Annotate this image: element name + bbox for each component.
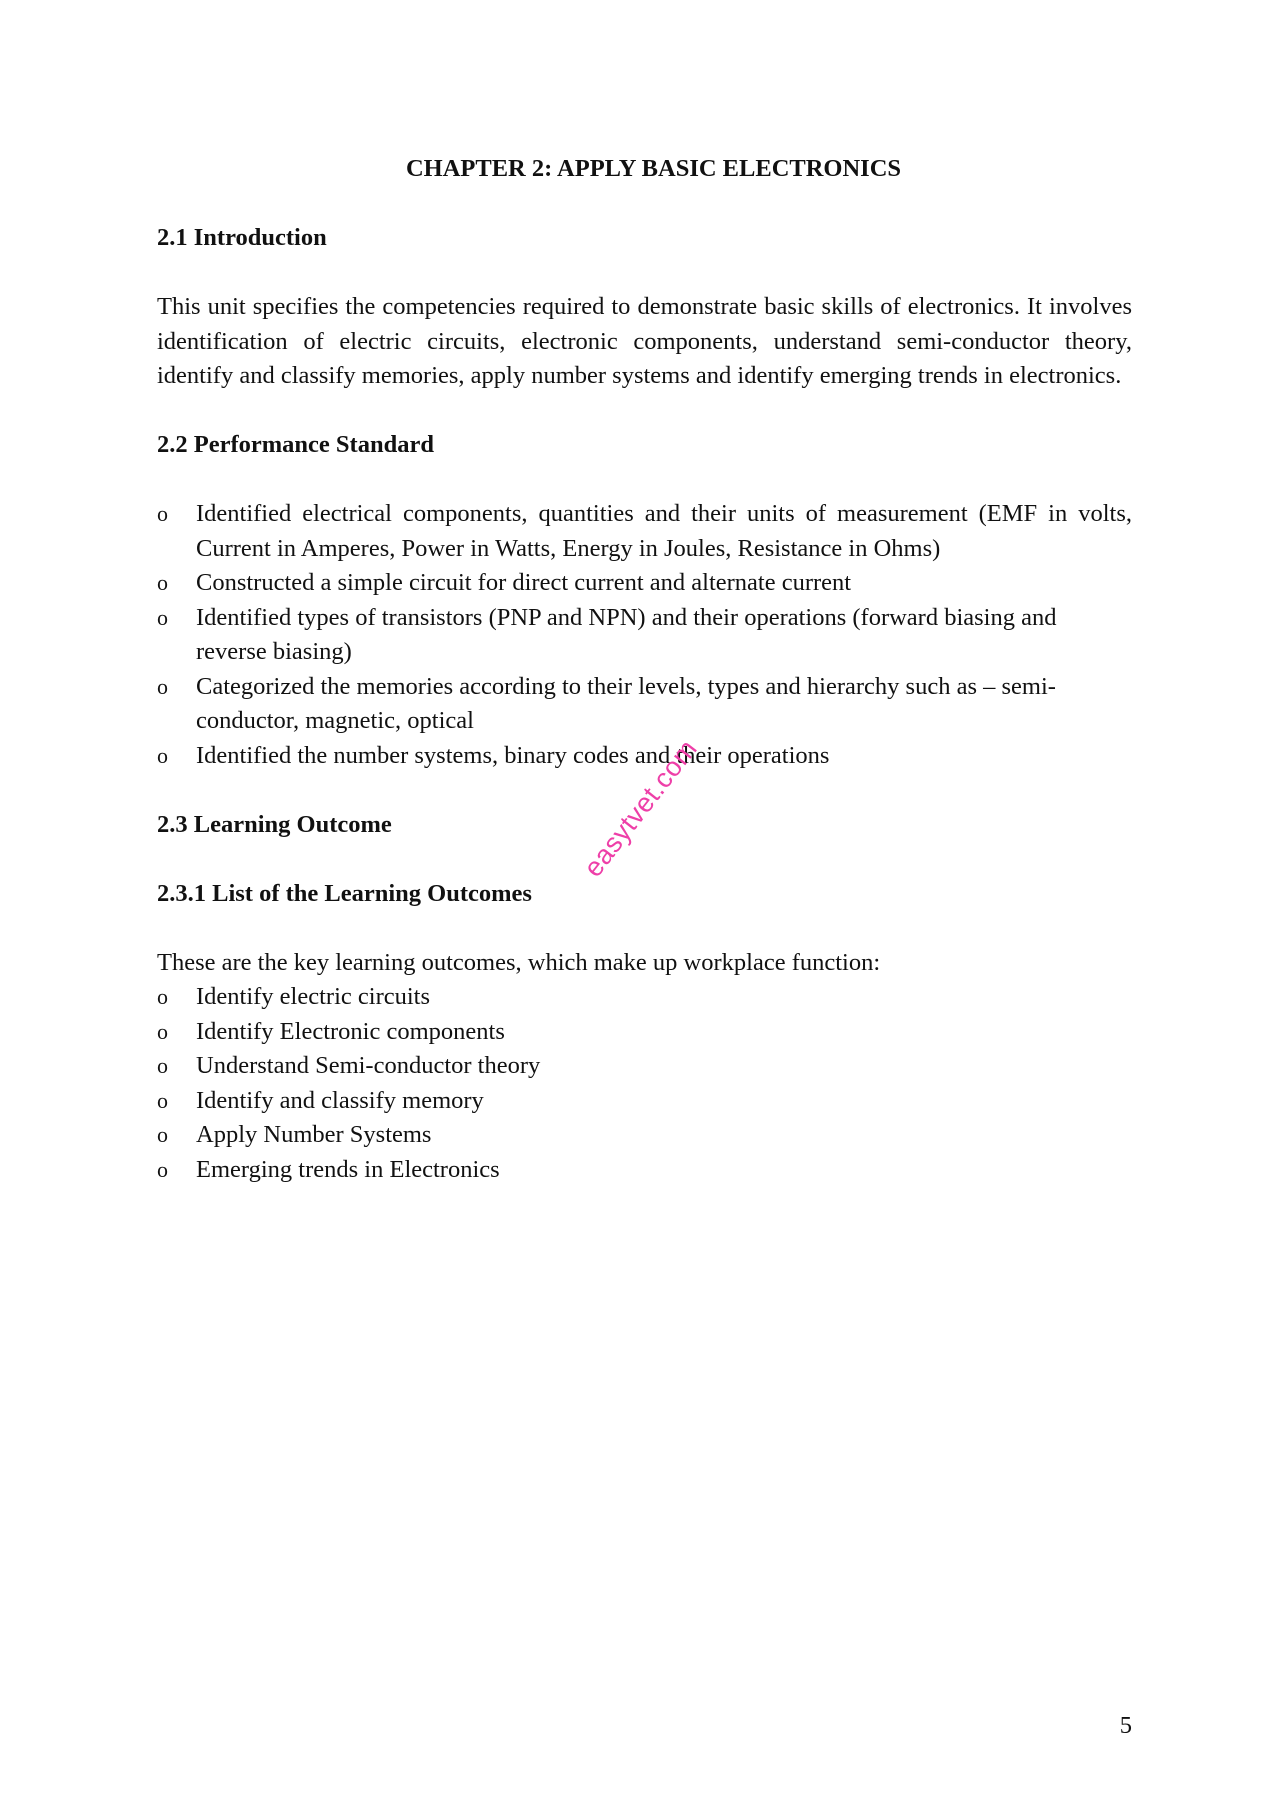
list-item	[157, 1049, 1132, 1084]
bullet-icon: o	[157, 1087, 168, 1113]
performance-standard-heading: 2.2 Performance Standard	[157, 431, 434, 458]
list-item	[157, 1153, 1132, 1188]
bullet-icon: o	[157, 604, 168, 630]
bullet-icon: o	[157, 1053, 168, 1078]
learning-outcome-heading: 2.3 Learning Outcome	[157, 810, 392, 838]
list-item	[157, 739, 1132, 774]
list-item-text: Identify Electronic components	[196, 1017, 505, 1045]
watermark: easytvet.com	[577, 733, 704, 883]
list-item	[157, 980, 1132, 1015]
bullet-icon: o	[157, 742, 168, 768]
list-item-text: Understand Semi-conductor theory	[196, 1052, 541, 1079]
introduction-heading: 2.1 Introduction	[157, 224, 327, 251]
introduction-paragraph: This unit specifies the competencies required to demonstrate basic skills of electronics. It involves identification of electric circuits, electronic components, understand semi-conductor theory, identify and classify memories, apply number systems and identify emerging trends in electronics.	[157, 293, 1132, 389]
bullet-icon: o	[157, 570, 168, 595]
list-item	[157, 1084, 1132, 1119]
bullet-icon: o	[157, 673, 168, 699]
bullet-icon: o	[157, 1122, 168, 1147]
list-item-text: Identified electrical components, quantities and their units of measurement (EMF in volts, Current in Amperes, Power in Watts, Energy in Joules, Resistance in Ohms)	[196, 500, 1132, 562]
list-item	[157, 1015, 1132, 1050]
list-item	[157, 497, 1132, 566]
bullet-icon: o	[157, 1156, 168, 1182]
bullet-icon: o	[157, 1018, 168, 1044]
learning-outcomes-list	[157, 980, 1132, 1187]
list-item-text: Identify and classify memory	[196, 1086, 484, 1114]
list-item	[157, 670, 1132, 739]
page-content	[157, 152, 1132, 1222]
bullet-icon: o	[157, 984, 168, 1009]
list-item-text: Apply Number Systems	[196, 1121, 432, 1148]
list-item-text: Identified the number systems, binary codes and their operations	[196, 741, 830, 769]
performance-standard-list	[157, 497, 1132, 773]
list-item-text: Identified types of transistors (PNP and NPN) and their operations (forward biasing and reverse biasing)	[196, 603, 1057, 665]
list-item-text: Categorized the memories according to their levels, types and hierarchy such as – semi-conductor, magnetic, optical	[196, 672, 1056, 734]
list-item	[157, 1118, 1132, 1153]
chapter-title: CHAPTER 2: APPLY BASIC ELECTRONICS	[405, 155, 902, 182]
list-item-text: Emerging trends in Electronics	[196, 1155, 500, 1183]
list-item-text: Identify electric circuits	[196, 983, 430, 1010]
page-number: 5	[1119, 1712, 1132, 1739]
list-item	[157, 601, 1132, 670]
list-item	[157, 566, 1132, 601]
learning-outcomes-lead: These are the key learning outcomes, which make up workplace function:	[157, 948, 881, 976]
bullet-icon: o	[157, 501, 168, 526]
list-item-text: Constructed a simple circuit for direct current and alternate current	[196, 569, 852, 596]
learning-outcomes-list-heading: 2.3.1 List of the Learning Outcomes	[157, 879, 532, 907]
